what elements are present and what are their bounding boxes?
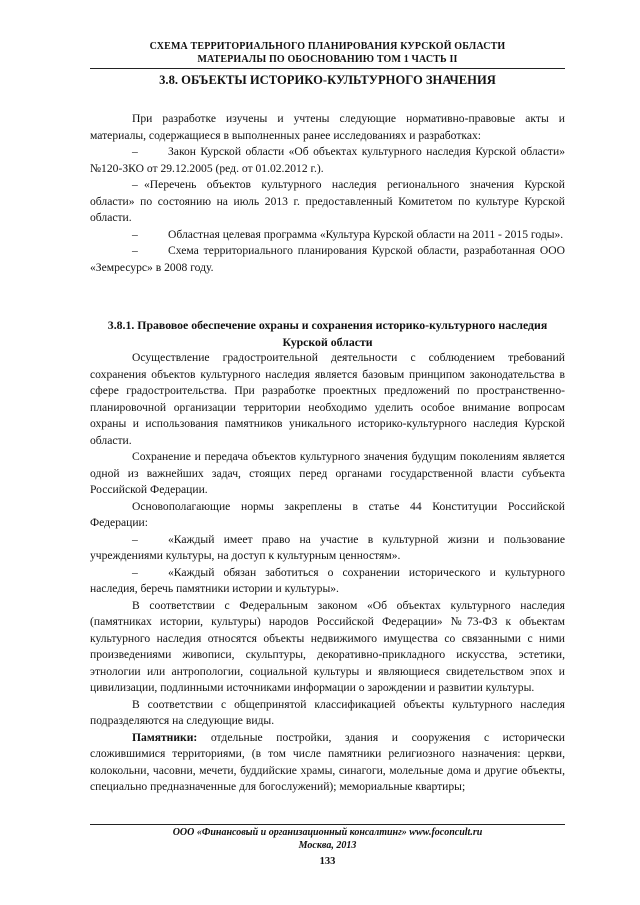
paragraph: В соответствии с Федеральным законом «Об объектах культурного наследия (памятниках истории, культуры) народов Российской Федерации» №73-ФЗ к объектам культурного наследия относятся объекты недвижимого имущества со связанными с ними произведениями живописи, скульптуры, декоративно-прикладного искусства, эстетики, этнологии или антропологии, социальной культуры и являющиеся свидетельством эпох и цивилизации, подлинными источниками информации о зарождении и развитии культуры. (90, 598, 565, 694)
term-monuments: Памятники: (132, 730, 198, 744)
subsection-title (90, 317, 565, 350)
quote-text: «Каждый обязан заботиться о сохранении исторического и культурного наследия, беречь памятники истории и культуры». (90, 565, 565, 595)
list-item-text: Схема территориального планирования Курской области, разработанная ООО «Земресурс» в 2008 году. (90, 244, 565, 274)
list-dash: – (132, 178, 138, 191)
list-item (90, 144, 565, 177)
footer-line-1: ООО «Финансовый и организационный консалтинг» www.foconcult.ru (172, 827, 483, 838)
list-dash: – (132, 244, 138, 257)
header-line-1: СХЕМА ТЕРРИТОРИАЛЬНОГО ПЛАНИРОВАНИЯ КУРСКОЙ ОБЛАСТИ (149, 41, 506, 52)
subsection-title-line-2: Курской области (282, 334, 373, 349)
intro-paragraph: При разработке изучены и учтены следующие нормативно-правовые акты и материалы, содержащиеся в выполненных ранее исследованиях и разработках: (90, 112, 565, 142)
paragraph: Осуществление градостроительной деятельности с соблюдением требований сохранения объектов культурного наследия является базовым принципом законодательства в сфере градостроительства. При разработке проектных предложений по пространственно-планировочной организации территории необходимо уделить особое внимание вопросам охраны и использования памятников уникального историко-культурного наследия Курской области. (90, 351, 565, 447)
intro-block (90, 111, 565, 276)
running-header (90, 41, 565, 66)
paragraph: Основополагающие нормы закреплены в статье 44 Конституции Российской Федерации: (90, 499, 565, 529)
list-item-text: «Перечень объектов культурного наследия регионального значения Курской области» по состоянию на июль 2013 г. предоставленный Комитетом по культуре Курской области. (90, 178, 565, 224)
list-item-text: Закон Курской области «Об объектах культурного наследия Курской области» №120-ЗКО от 29.12.2005 (ред. от 01.02.2012 г.). (90, 145, 565, 175)
list-dash: – (132, 565, 138, 579)
list-dash: – (132, 145, 138, 158)
list-item (90, 227, 565, 244)
subsection-title-line-1: 3.8.1. Правовое обеспечение охраны и сохранения историко-культурного наследия (107, 318, 548, 332)
page-number: 133 (319, 856, 336, 867)
list-dash: – (132, 532, 138, 546)
list-item-text: Областная целевая программа «Культура Курской области на 2011 - 2015 годы». (168, 227, 564, 241)
list-item (90, 243, 565, 276)
header-line-2: МАТЕРИАЛЫ ПО ОБОСНОВАНИЮ ТОМ 1 ЧАСТЬ II (197, 53, 458, 65)
list-dash: – (132, 227, 138, 241)
footer (90, 826, 565, 852)
section-title: 3.8. ОБЪЕКТЫ ИСТОРИКО-КУЛЬТУРНОГО ЗНАЧЕНИЯ (159, 73, 496, 87)
footer-divider (90, 824, 565, 825)
paragraph-text: отдельные постройки, здания и сооружения с исторически сложившимися территориями, (в том числе памятники религиозного назначения: церкви, колокольни, часовни, мечети, буддийские храмы, синагоги, молельные дома и другие объекты, специально предназначенные для богослужений); мемориальные квартиры; (90, 730, 565, 793)
paragraph: В соответствии с общепринятой классификацией объекты культурного наследия подразделяются на следующие виды. (90, 697, 565, 727)
quote-text: «Каждый имеет право на участие в культурной жизни и пользование учреждениями культуры, на доступ к культурным ценностям». (90, 532, 565, 562)
list-item (90, 177, 565, 227)
paragraph (90, 730, 565, 796)
paragraph: Сохранение и передача объектов культурного значения будущим поколениям является одной из важнейших задач, стоящих перед органами государственной власти субъекта Российской Федерации. (90, 450, 565, 496)
footer-line-2: Москва, 2013 (298, 840, 357, 851)
quote-item (90, 565, 565, 598)
quote-item (90, 532, 565, 565)
subsection-block (90, 317, 565, 796)
header-divider (90, 68, 565, 69)
